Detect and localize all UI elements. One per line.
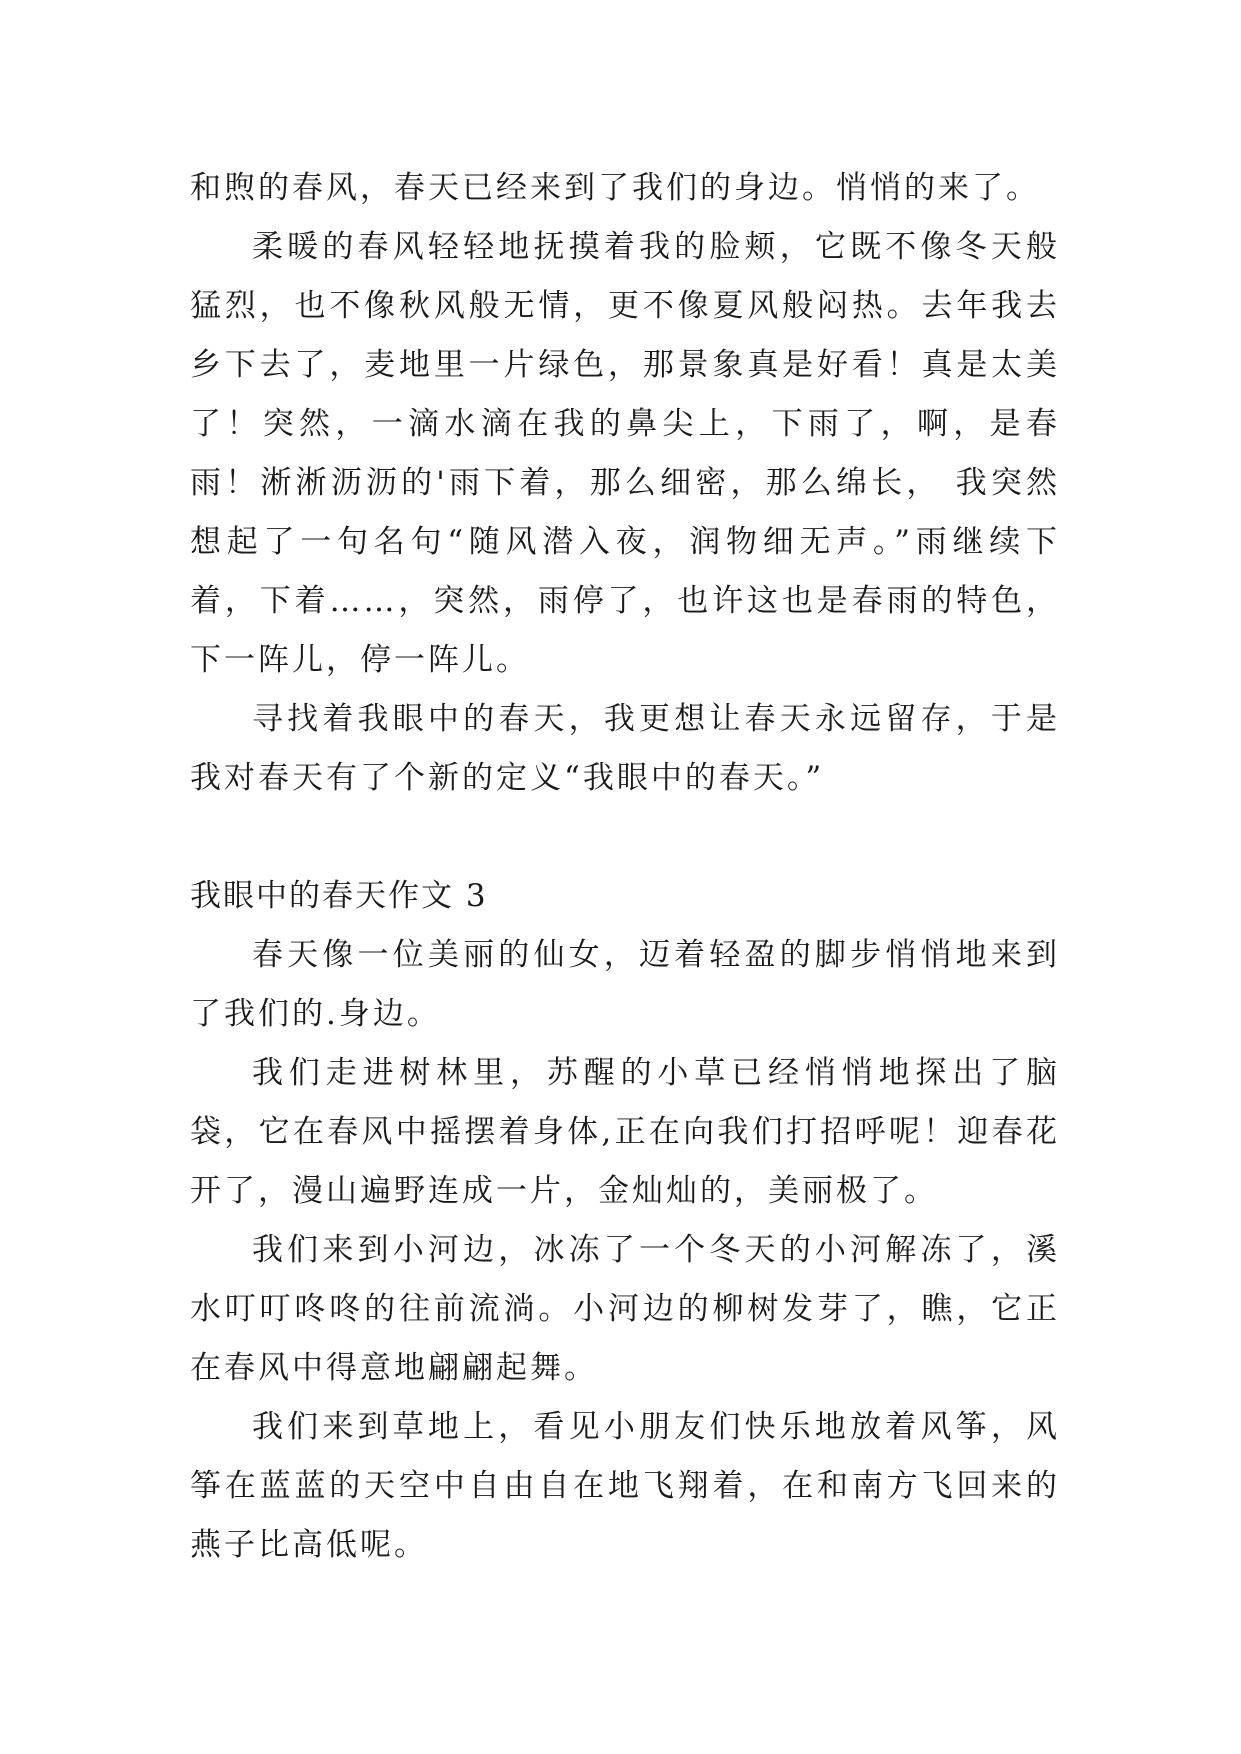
paragraph: 我们来到小河边，冰冻了一个冬天的小河解冻了，溪水叮叮咚咚的往前流淌。小河边的柳树发芽了，瞧，它正在春风中得意地翩翩起舞。	[190, 1232, 1060, 1386]
paragraph: 和煦的春风，春天已经来到了我们的身边。悄悄的来了。	[190, 170, 1040, 206]
section-heading: 我眼中的春天作文 3	[190, 878, 488, 914]
section-gap	[190, 808, 1060, 867]
document-body	[190, 159, 1060, 1575]
paragraph: 我们走进树林里，苏醒的小草已经悄悄地探出了脑袋，它在春风中摇摆着身体,正在向我们打招呼呢！迎春花开了，漫山遍野连成一片，金灿灿的，美丽极了。	[190, 1055, 1060, 1209]
paragraph: 寻找着我眼中的春天，我更想让春天永远留存，于是我对春天有了个新的定义“我眼中的春天。”	[190, 701, 1060, 796]
paragraph: 我们来到草地上，看见小朋友们快乐地放着风筝，风筝在蓝蓝的天空中自由自在地飞翔着，在和南方飞回来的燕子比高低呢。	[190, 1409, 1060, 1563]
paragraph: 春天像一位美丽的仙女，迈着轻盈的脚步悄悄地来到了我们的.身边。	[190, 937, 1060, 1032]
paragraph: 柔暖的春风轻轻地抚摸着我的脸颊，它既不像冬天般猛烈，也不像秋风般无情，更不像夏风般闷热。去年我去乡下去了，麦地里一片绿色，那景象真是好看！真是太美了！突然，一滴水滴在我的鼻尖上，下雨了，啊，是春雨！淅淅沥沥的'雨下着，那么细密，那么绵长， 我突然想起了一句名句“随风潜入夜，润物细无声。”雨继续下着，下着……，突然，雨停了，也许这也是春雨的特色，下一阵儿，停一阵儿。	[190, 229, 1060, 678]
